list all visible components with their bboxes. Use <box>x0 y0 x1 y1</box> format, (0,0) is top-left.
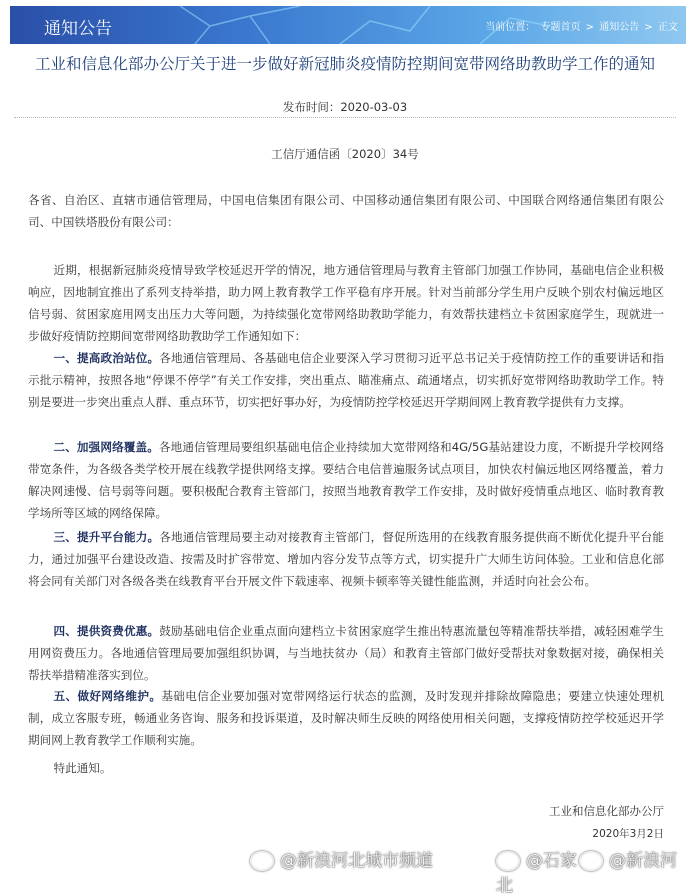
section-heading: 一、提高政治站位。 <box>53 351 160 365</box>
watermark <box>496 846 690 896</box>
signature-date: 2020年3月2日 <box>592 828 664 840</box>
document-number: 工信厅通信函〔2020〕34号 <box>271 147 419 161</box>
breadcrumb-label: 当前位置： <box>485 22 536 33</box>
closing: 特此通知。 <box>53 761 112 775</box>
watermark-text: @新浪河北城市频道 <box>280 851 433 871</box>
divider <box>14 117 676 118</box>
section-body: 各地通信管理局要主动对接教育主管部门，督促所选用的在线教育服务提供商不断优化提升平台能力，通过加强平台建设改造、按需及时扩容带宽、增加内容分发节点等方式，切实提升广大师生访问体验。工业和信息化部将会同有关部门对各级各类在线教育平台开展文件下载速率、视频卡顿率等关键性能监测，并适时向社会公布。 <box>28 530 664 588</box>
section-3 <box>28 526 664 592</box>
section-1 <box>28 347 664 413</box>
breadcrumb-home-link[interactable]: 专题首页 <box>540 22 581 33</box>
breadcrumb-notices-link[interactable]: 通知公告 <box>599 22 640 33</box>
watermark-text: @新浪河北 <box>496 851 677 896</box>
section-heading: 三、提升平台能力。 <box>53 530 160 544</box>
breadcrumb-separator: > <box>644 22 653 33</box>
section-2 <box>28 436 664 524</box>
breadcrumb-separator: > <box>585 22 595 33</box>
publish-date <box>0 99 690 115</box>
section-body: 鼓励基础电信企业重点面向建档立卡贫困家庭学生推出特惠流量包等精准帮扶举措，减轻困难学生用网资费压力。各地通信管理局要加强组织协调，与当地扶贫办（局）和教育主管部门做好受帮扶对象数据对接，确保相关帮扶举措精准落实到位。 <box>28 624 664 682</box>
section-body: 各地通信管理局、各基础电信企业要深入学习贯彻习近平总书记关于疫情防控工作的重要讲话和指示批示精神，按照各地“停课不停学”有关工作安排，突出重点、瞄准痛点、疏通堵点，切实抓好宽带网络助教助学工作。特别是要进一步突出重点人群、重点环节，切实把好事办好，为疫情防控学校延迟开学期间网上教育教学提供有力支撑。 <box>28 351 664 409</box>
weibo-logo-icon <box>496 851 520 871</box>
weibo-logo-icon <box>579 851 603 871</box>
section-body: 基础电信企业要加强对宽带网络运行状态的监测，及时发现并排除故障隐患；要建立快速处理机制，成立客服专班，畅通业务咨询、服务和投诉渠道，及时解决师生反映的网络使用相关问题，支撑疫情防控学校延迟开学期间网上教育教学工作顺利实施。 <box>28 689 664 747</box>
breadcrumb-current: 正文 <box>658 22 678 33</box>
section-4 <box>28 620 664 686</box>
section-5 <box>28 685 664 751</box>
watermark-text: @石家 <box>526 851 577 871</box>
addressees: 各省、自治区、直辖市通信管理局，中国电信集团有限公司、中国移动通信集团有限公司、中国联合网络通信集团有限公司、中国铁塔股份有限公司： <box>28 193 664 229</box>
section-title: 通知公告 <box>44 19 112 39</box>
breadcrumb <box>483 18 678 33</box>
article-title: 工业和信息化部办公厅关于进一步做好新冠肺炎疫情防控期间宽带网络助教助学工作的通知 <box>34 55 655 73</box>
section-heading: 二、加强网络覆盖。 <box>53 440 159 454</box>
section-heading: 四、提供资费优惠。 <box>53 624 160 638</box>
signature-org: 工业和信息化部办公厅 <box>549 804 664 818</box>
weibo-logo-icon <box>250 851 274 871</box>
intro-paragraph: 近期，根据新冠肺炎疫情导致学校延迟开学的情况，地方通信管理局与教育主管部门加强工作协同，基础电信企业积极响应，因地制宜推出了系列支持举措，助力网上教育教学工作平稳有序开展。针对当前部分学生用户反映个别农村偏远地区信号弱、贫困家庭用网支出压力大等问题，为持续强化宽带网络助教助学能力，有效帮扶建档立卡贫困家庭学生，现就进一步做好疫情防控期间宽带网络助教助学工作通知如下： <box>28 263 664 343</box>
section-body: 各地通信管理局要组织基础电信企业持续加大宽带网络和4G/5G基站建设力度，不断提升学校网络带宽条件，为各级各类学校开展在线教学提供网络支撑。要结合电信普遍服务试点项目，加快农村偏远地区网络覆盖，着力解决网速慢、信号弱等问题。要积极配合教育主管部门，按照当地教育教学工作安排，及时做好疫情重点地区、临时教育教学场所等区域的网络保障。 <box>28 440 664 520</box>
watermark <box>250 846 433 871</box>
header-banner <box>10 6 686 44</box>
publish-date-value: 2020-03-03 <box>340 100 408 114</box>
publish-label: 发布时间： <box>282 100 341 114</box>
section-heading: 五、做好网络维护。 <box>53 689 162 703</box>
